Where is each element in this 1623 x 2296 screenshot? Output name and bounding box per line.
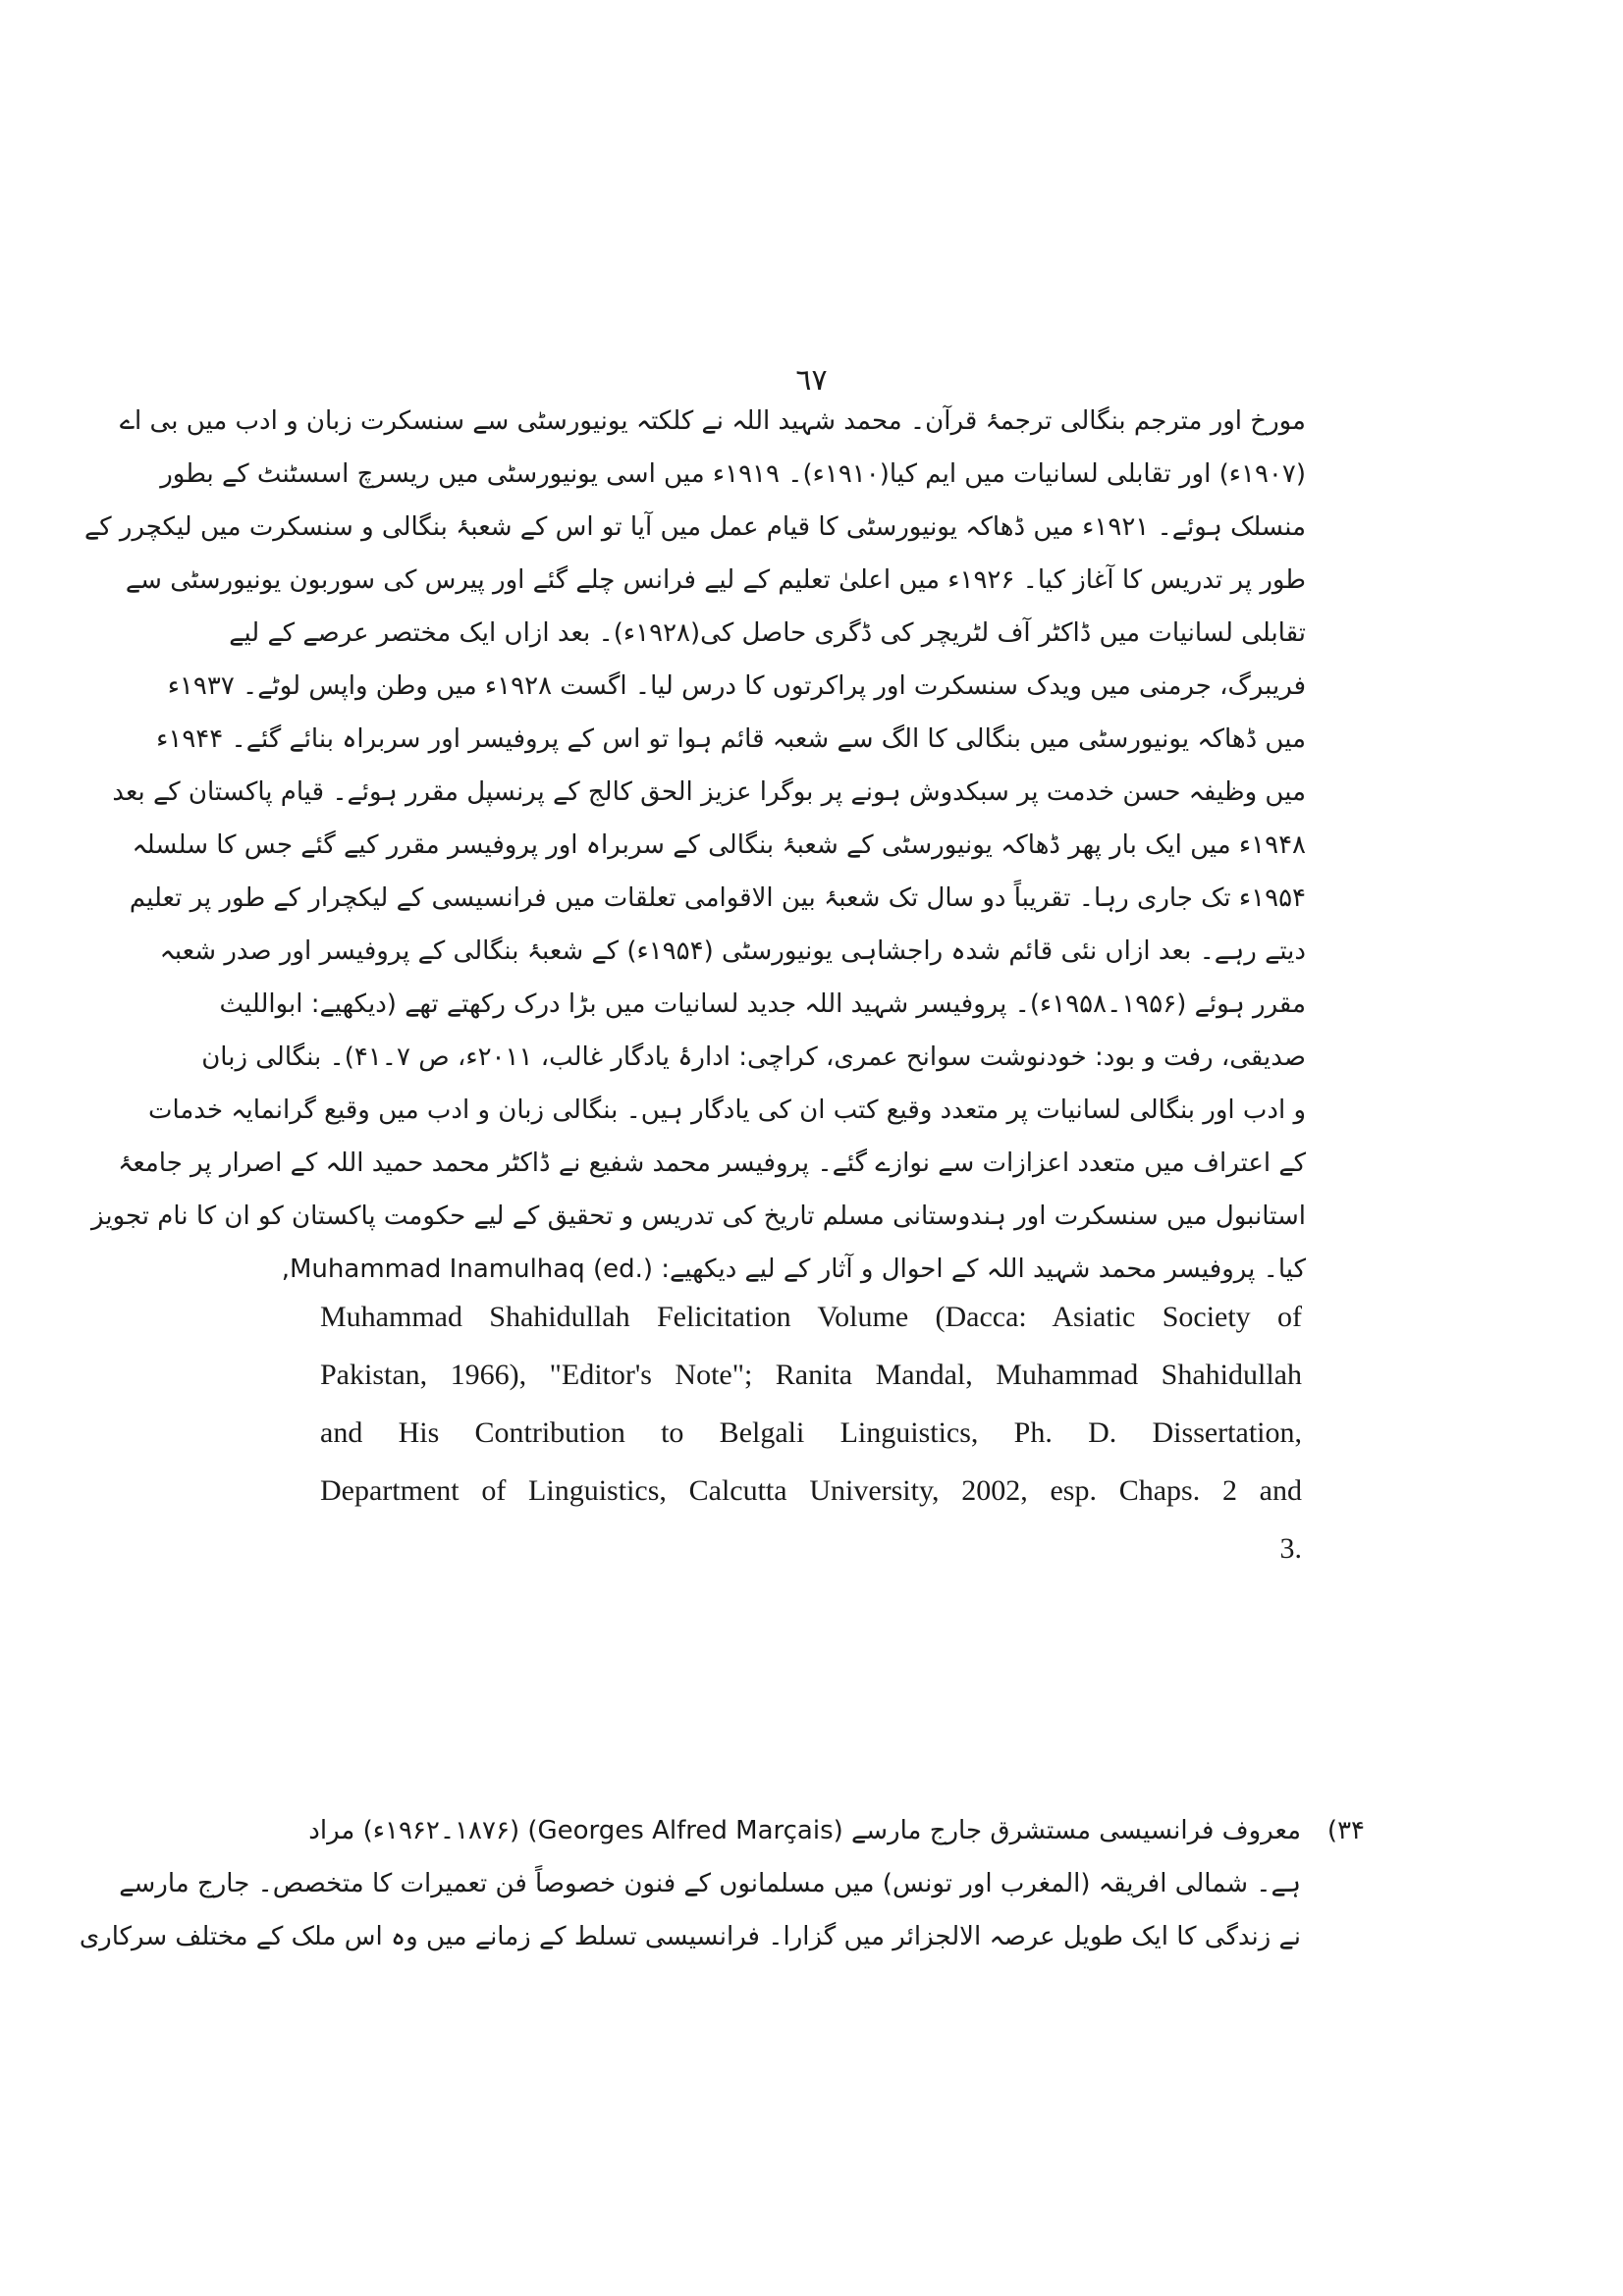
text-line: مقرر ہوئے (۱۹۵۶۔۱۹۵۸ء)۔ پروفیسر شہید اللہ جدید لسانیات میں بڑا درک رکھتے تھے (دیکھیے: ابواللیث — [219, 989, 1306, 1019]
text-line: کے اعتراف میں متعدد اعزازات سے نوازے گئے۔ پروفیسر محمد شفیع نے ڈاکٹر محمد حمید اللہ کے اصرار پر جامعۂ — [118, 1148, 1306, 1178]
text-line: تقابلی لسانیات میں ڈاکٹر آف لٹریچر کی ڈگری حاصل کی(۱۹۲۸ء)۔ بعد ازاں ایک مختصر عرصے کے لیے — [229, 618, 1306, 648]
text-line: صدیقی، رفت و بود: خودنوشت سوانح عمری، کراچی: ادارۂ یادگار غالب، ۲۰۱۱ء، ص ۷۔۴۱)۔ بنگالی زبان — [201, 1042, 1306, 1072]
text-line: (۱۹۰۷ء) اور تقابلی لسانیات میں ایم کیا(۱۹۱۰ء)۔ ۱۹۱۹ء میں اسی یونیورسٹی میں ریسرچ اسسٹنٹ کے بطور — [160, 459, 1306, 489]
text-line: طور پر تدریس کا آغاز کیا۔ ۱۹۲۶ء میں اعلیٰ تعلیم کے لیے فرانس چلے گئے اور پیرس کی سوربون یونیورسٹی سے — [125, 565, 1306, 595]
text-line: میں ڈھاکہ یونیورسٹی میں بنگالی کا الگ سے شعبہ قائم ہوا تو اس کے پروفیسر اور سربراہ بنائے گئے۔ ۱۹۴۴ء — [156, 724, 1306, 754]
citation-line: 3. — [1279, 1532, 1302, 1565]
footnote-line: ہے۔ شمالی افریقہ (المغرب اور تونس) میں مسلمانوں کے فنون خصوصاً فن تعمیرات کا متخصص۔ جارج مارسے — [119, 1869, 1301, 1898]
english-citation — [320, 1288, 1302, 1577]
footnote-line: معروف فرانسیسی مستشرق جارج مارسے (Georges Alfred Marçais) (۱۸۷۶۔۱۹۶۲ء) مراد — [308, 1816, 1301, 1845]
text-line: و ادب اور بنگالی لسانیات پر متعدد وقیع کتب ان کی یادگار ہیں۔ بنگالی زبان و ادب میں وقیع گرانمایہ خدمات — [147, 1095, 1306, 1125]
text-line: میں وظیفہ حسن خدمت پر سبکدوش ہونے پر بوگرا عزیز الحق کالج کے پرنسپل مقرر ہوئے۔ قیام پاکستان کے بعد — [112, 777, 1306, 807]
text-line: ۱۹۴۸ء میں ایک بار پھر ڈھاکہ یونیورسٹی کے شعبۂ بنگالی کے سربراہ اور پروفیسر مقرر کیے گئے جس کا سلسلہ — [132, 830, 1306, 860]
text-line: ۱۹۵۴ء تک جاری رہا۔ تقریباً دو سال تک شعبۂ بین الاقوامی تعلقات میں فرانسیسی کے لیکچرار کے طور پر تعلیم — [129, 883, 1306, 913]
text-line: منسلک ہوئے۔ ۱۹۲۱ء میں ڈھاکہ یونیورسٹی کا قیام عمل میں آیا تو اس کے شعبۂ بنگالی و سنسکرت میں لیکچرر کے — [84, 512, 1306, 542]
citation-line: Department of Linguistics, Calcutta University, 2002, esp. Chaps. 2 and — [320, 1474, 1302, 1507]
text-line: کیا۔ پروفیسر محمد شہید اللہ کے احوال و آثار کے لیے دیکھیے: Muhammad Inamulhaq (ed.), — [281, 1255, 1306, 1284]
footnote-paragraph — [79, 1804, 1301, 1963]
citation-line: and His Contribution to Belgali Linguistics, Ph. D. Dissertation, — [320, 1416, 1302, 1449]
text-line: استانبول میں سنسکرت اور ہندوستانی مسلم تاریخ کی تدریس و تحقیق کے لیے حکومت پاکستان کو ان کا نام تجویز — [91, 1201, 1306, 1231]
text-line: دیتے رہے۔ بعد ازاں نئی قائم شدہ راجشاہی یونیورسٹی (۱۹۵۴ء) کے شعبۂ بنگالی کے پروفیسر اور صدر شعبہ — [159, 936, 1306, 966]
citation-line: Pakistan, 1966), "Editor's Note"; Ranita Mandal, Muhammad Shahidullah — [320, 1359, 1302, 1391]
text-line: فریبرگ، جرمنی میں ویدک سنسکرت اور پراکرتوں کا درس لیا۔ اگست ۱۹۲۸ء میں وطن واپس لوٹے۔ ۱۹۳۷ء — [167, 671, 1306, 701]
main-urdu-paragraph — [84, 395, 1306, 1296]
footnote-marker: ۳۴) — [1326, 1816, 1365, 1845]
footnote-line: نے زندگی کا ایک طویل عرصہ الالجزائر میں گزارا۔ فرانسیسی تسلط کے زمانے میں وہ اس ملک کے مختلف سرکاری — [79, 1922, 1301, 1951]
text-line: مورخ اور مترجم بنگالی ترجمۂ قرآن۔ محمد شہید اللہ نے کلکتہ یونیورسٹی سے سنسکرت زبان و ادب میں بی اے — [119, 406, 1306, 436]
page-number: ٦٧ — [795, 363, 828, 398]
citation-line: Muhammad Shahidullah Felicitation Volume (Dacca: Asiatic Society of — [320, 1301, 1302, 1333]
